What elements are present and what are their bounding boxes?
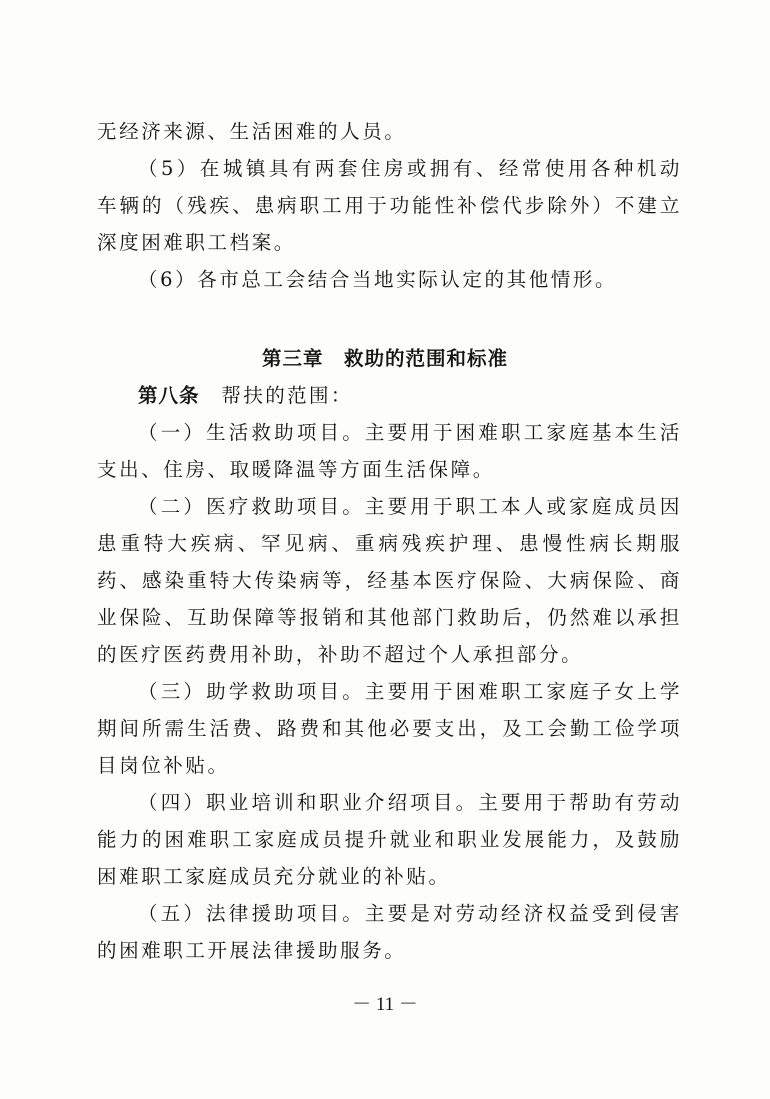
- list-item-vocational-aid: （四）职业培训和职业介绍项目。主要用于帮助有劳动能力的困难职工家庭成员提升就业和职业发展能力，及鼓励困难职工家庭成员充分就业的补贴。: [97, 791, 682, 888]
- list-item-living-aid: （一）生活救助项目。主要用于困难职工家庭基本生活支出、住房、取暖降温等方面生活保障。: [97, 421, 682, 481]
- paragraph-continuation: 无经济来源、生活困难的人员。: [97, 120, 407, 143]
- article-text: 帮扶的范围：: [199, 384, 353, 407]
- paragraph-item-5: （5）在城镇具有两套住房或拥有、经常使用各种机动车辆的（残疾、患病职工用于功能性补偿代步除外）不建立深度困难职工档案。: [97, 157, 682, 254]
- list-item-legal-aid: （五）法律援助项目。主要是对劳动经济权益受到侵害的困难职工开展法律援助服务。: [97, 902, 682, 962]
- list-item-education-aid: （三）助学救助项目。主要用于困难职工家庭子女上学期间所需生活费、路费和其他必要支出，及工会勤工俭学项目岗位补贴。: [97, 680, 682, 777]
- chapter-heading: 第三章 救助的范围和标准: [261, 347, 508, 370]
- list-item-medical-aid: （二）医疗救助项目。主要用于职工本人或家庭成员因患重特大疾病、罕见病、重病残疾护理、患慢性病长期服药、感染重特大传染病等，经基本医疗保险、大病保险、商业保险、互助保障等报销和其他部门救助后，仍然难以承担的医疗医药费用补助，补助不超过个人承担部分。: [97, 495, 682, 666]
- article-heading: 第八条: [138, 384, 200, 407]
- page-number: － 11 －: [352, 994, 418, 1015]
- article-line: [138, 377, 353, 414]
- paragraph-item-6: （6）各市总工会结合当地实际认定的其他情形。: [138, 268, 618, 291]
